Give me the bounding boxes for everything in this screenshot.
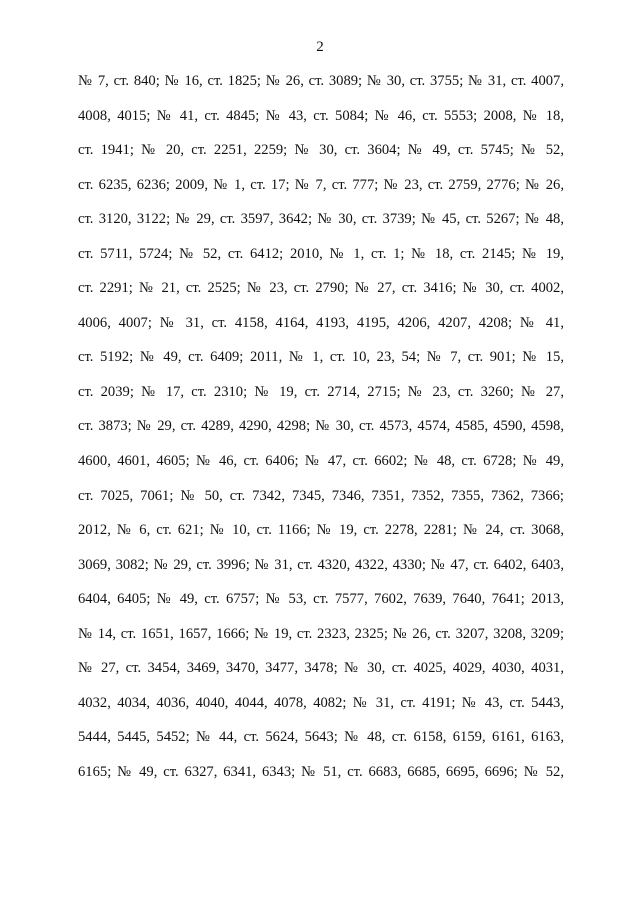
text-line-12: 4600, 4601, 4605; № 46, ст. 6406; № 47, ст. 6602; № 48, ст. 6728; № 49,: [78, 453, 564, 470]
text-line-13: ст. 7025, 7061; № 50, ст. 7342, 7345, 7346, 7351, 7352, 7355, 7362, 7366;: [78, 487, 564, 504]
text-line-8: 4006, 4007; № 31, ст. 4158, 4164, 4193, 4195, 4206, 4207, 4208; № 41,: [78, 314, 564, 331]
text-line-16: 6404, 6405; № 49, ст. 6757; № 53, ст. 7577, 7602, 7639, 7640, 7641; 2013,: [78, 591, 564, 608]
text-line-21: 6165; № 49, ст. 6327, 6341, 6343; № 51, ст. 6683, 6685, 6695, 6696; № 52,: [78, 763, 564, 780]
text-line-17: № 14, ст. 1651, 1657, 1666; № 19, ст. 2323, 2325; № 26, ст. 3207, 3208, 3209;: [78, 625, 564, 642]
text-line-6: ст. 5711, 5724; № 52, ст. 6412; 2010, № 1, ст. 1; № 18, ст. 2145; № 19,: [78, 245, 564, 262]
text-line-7: ст. 2291; № 21, ст. 2525; № 23, ст. 2790; № 27, ст. 3416; № 30, ст. 4002,: [78, 280, 564, 297]
text-line-9: ст. 5192; № 49, ст. 6409; 2011, № 1, ст. 10, 23, 54; № 7, ст. 901; № 15,: [78, 349, 564, 366]
text-line-3: ст. 1941; № 20, ст. 2251, 2259; № 30, ст. 3604; № 49, ст. 5745; № 52,: [78, 142, 564, 159]
text-line-15: 3069, 3082; № 29, ст. 3996; № 31, ст. 4320, 4322, 4330; № 47, ст. 6402, 6403,: [78, 556, 564, 573]
text-line-5: ст. 3120, 3122; № 29, ст. 3597, 3642; № 30, ст. 3739; № 45, ст. 5267; № 48,: [78, 211, 564, 228]
text-line-4: ст. 6235, 6236; 2009, № 1, ст. 17; № 7, ст. 777; № 23, ст. 2759, 2776; № 26,: [78, 176, 564, 193]
text-line-10: ст. 2039; № 17, ст. 2310; № 19, ст. 2714, 2715; № 23, ст. 3260; № 27,: [78, 383, 564, 400]
text-line-11: ст. 3873; № 29, ст. 4289, 4290, 4298; № 30, ст. 4573, 4574, 4585, 4590, 4598,: [78, 418, 564, 435]
text-line-14: 2012, № 6, ст. 621; № 10, ст. 1166; № 19, ст. 2278, 2281; № 24, ст. 3068,: [78, 522, 564, 539]
page-number: 2: [316, 39, 324, 55]
text-line-2: 4008, 4015; № 41, ст. 4845; № 43, ст. 5084; № 46, ст. 5553; 2008, № 18,: [78, 107, 564, 124]
body-text: [78, 71, 564, 796]
text-line-18: № 27, ст. 3454, 3469, 3470, 3477, 3478; № 30, ст. 4025, 4029, 4030, 4031,: [78, 660, 564, 677]
text-line-1: № 7, ст. 840; № 16, ст. 1825; № 26, ст. 3089; № 30, ст. 3755; № 31, ст. 4007,: [78, 73, 564, 89]
text-line-19: 4032, 4034, 4036, 4040, 4044, 4078, 4082; № 31, ст. 4191; № 43, ст. 5443,: [78, 694, 564, 711]
text-line-20: 5444, 5445, 5452; № 44, ст. 5624, 5643; № 48, ст. 6158, 6159, 6161, 6163,: [78, 729, 564, 746]
